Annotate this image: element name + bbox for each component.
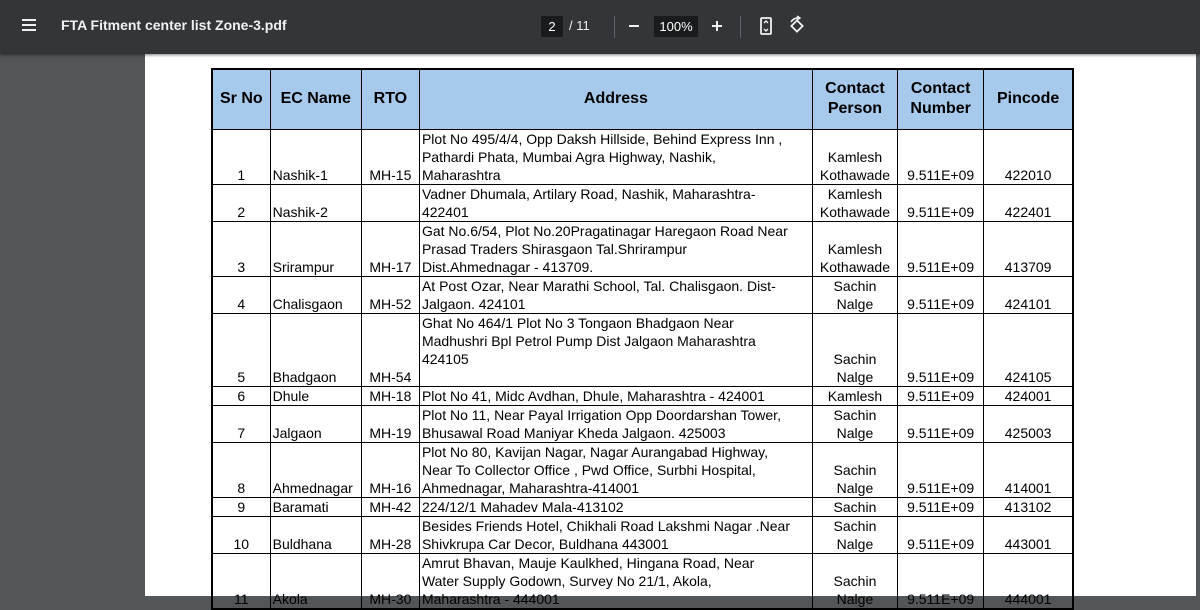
cell-pincode: 414001	[984, 442, 1073, 497]
cell-ec-name: Nashik-2	[270, 184, 361, 221]
cell-rto: MH-42	[361, 497, 419, 516]
minus-icon	[621, 13, 647, 39]
menu-icon[interactable]	[20, 17, 38, 35]
cell-address: Ghat No 464/1 Plot No 3 Tongaon Bhadgaon Near Madhushri Bpl Petrol Pump Dist Jalgaon Maharashtra 424105	[419, 313, 812, 386]
cell-sr-no: 5	[212, 313, 270, 386]
cell-pincode: 413102	[984, 497, 1073, 516]
table-row	[212, 516, 1073, 553]
cell-pincode: 424105	[984, 313, 1073, 386]
table-header-row	[212, 69, 1073, 129]
cell-sr-no: 1	[212, 129, 270, 184]
table-row	[212, 386, 1073, 405]
cell-contact-person: Sachin Nalge	[812, 442, 897, 497]
header-rto: RTO	[361, 69, 419, 129]
pdf-page	[145, 54, 1196, 607]
cell-ec-name: Nashik-1	[270, 129, 361, 184]
cell-contact-person: Sachin Nalge	[812, 313, 897, 386]
cell-contact-person: Kamlesh	[812, 386, 897, 405]
table-row	[212, 221, 1073, 276]
cell-rto: MH-18	[361, 386, 419, 405]
cell-contact-number: 9.511E+09	[898, 129, 984, 184]
cell-contact-number: 9.511E+09	[898, 221, 984, 276]
cell-contact-person: Sachin Nalge	[812, 276, 897, 313]
cell-pincode: 425003	[984, 405, 1073, 442]
cell-ec-name: Dhule	[270, 386, 361, 405]
pdf-toolbar	[0, 0, 1200, 54]
cell-address: Plot No 41, Midc Avdhan, Dhule, Maharashtra - 424001	[419, 386, 812, 405]
cell-ec-name: Baramati	[270, 497, 361, 516]
toolbar-divider	[740, 16, 741, 38]
cell-contact-person: Sachin Nalge	[812, 516, 897, 553]
page-number-input[interactable]: 2	[541, 16, 563, 37]
cell-contact-number: 9.511E+09	[898, 184, 984, 221]
table-row	[212, 442, 1073, 497]
cell-sr-no: 7	[212, 405, 270, 442]
cell-ec-name: Akola	[270, 553, 361, 609]
cell-sr-no: 2	[212, 184, 270, 221]
cell-sr-no: 8	[212, 442, 270, 497]
cell-sr-no: 9	[212, 497, 270, 516]
header-ec-name: EC Name	[270, 69, 361, 129]
cell-contact-number: 9.511E+09	[898, 497, 984, 516]
cell-pincode: 422401	[984, 184, 1073, 221]
cell-contact-number: 9.511E+09	[898, 386, 984, 405]
cell-address: Plot No 495/4/4, Opp Daksh Hillside, Behind Express Inn , Pathardi Phata, Mumbai Agra Highway, Nashik, Maharashtra	[419, 129, 812, 184]
cell-contact-number: 9.511E+09	[898, 313, 984, 386]
header-pincode: Pincode	[984, 69, 1073, 129]
cell-sr-no: 11	[212, 553, 270, 609]
header-address: Address	[419, 69, 812, 129]
table-row	[212, 184, 1073, 221]
cell-address: Plot No 11, Near Payal Irrigation Opp Doordarshan Tower, Bhusawal Road Maniyar Kheda Jalgaon. 425003	[419, 405, 812, 442]
header-contact-person: Contact Person	[812, 69, 897, 129]
cell-address: Besides Friends Hotel, Chikhali Road Lakshmi Nagar .Near Shivkrupa Car Decor, Buldhana 443001	[419, 516, 812, 553]
cell-ec-name: Bhadgaon	[270, 313, 361, 386]
cell-rto: MH-15	[361, 129, 419, 184]
cell-address: Plot No 80, Kavijan Nagar, Nagar Aurangabad Highway, Near To Collector Office , Pwd Office, Surbhi Hospital, Ahmednagar, Maharashtra-414001	[419, 442, 812, 497]
cell-rto: MH-30	[361, 553, 419, 609]
cell-rto: MH-17	[361, 221, 419, 276]
cell-contact-number: 9.511E+09	[898, 516, 984, 553]
cell-contact-number: 9.511E+09	[898, 405, 984, 442]
cell-rto: MH-28	[361, 516, 419, 553]
cell-contact-person: Sachin Nalge	[812, 405, 897, 442]
cell-rto: MH-16	[361, 442, 419, 497]
cell-address: At Post Ozar, Near Marathi School, Tal. Chalisgaon. Dist- Jalgaon. 424101	[419, 276, 812, 313]
cell-contact-person: Sachin Nalge	[812, 553, 897, 609]
cell-address: Vadner Dhumala, Artilary Road, Nashik, Maharashtra- 422401	[419, 184, 812, 221]
rotate-button[interactable]	[784, 13, 810, 39]
cell-rto	[361, 184, 419, 221]
cell-contact-number: 9.511E+09	[898, 553, 984, 609]
cell-contact-person: Kamlesh Kothawade	[812, 184, 897, 221]
plus-icon	[704, 13, 730, 39]
cell-pincode: 444001	[984, 553, 1073, 609]
cell-ec-name: Srirampur	[270, 221, 361, 276]
page-total: / 11	[569, 18, 590, 33]
cell-sr-no: 6	[212, 386, 270, 405]
cell-pincode: 443001	[984, 516, 1073, 553]
cell-pincode: 422010	[984, 129, 1073, 184]
cell-address: 224/12/1 Mahadev Mala-413102	[419, 497, 812, 516]
cell-pincode: 424001	[984, 386, 1073, 405]
cell-pincode: 424101	[984, 276, 1073, 313]
cell-contact-person: Kamlesh Kothawade	[812, 221, 897, 276]
rotate-icon	[784, 13, 810, 39]
table-row	[212, 553, 1073, 609]
table-row	[212, 313, 1073, 386]
header-sr-no: Sr No	[212, 69, 270, 129]
fit-page-icon	[753, 13, 779, 39]
cell-sr-no: 3	[212, 221, 270, 276]
cell-ec-name: Buldhana	[270, 516, 361, 553]
fit-to-page-button[interactable]	[753, 13, 779, 39]
zoom-level-input[interactable]: 100%	[654, 16, 698, 37]
fitment-center-table	[211, 68, 1074, 610]
pdf-viewer[interactable]	[0, 54, 1200, 607]
table-row	[212, 276, 1073, 313]
cell-pincode: 413709	[984, 221, 1073, 276]
zoom-in-button[interactable]	[704, 13, 730, 39]
cell-contact-person: Sachin	[812, 497, 897, 516]
toolbar-divider	[614, 16, 615, 38]
cell-contact-number: 9.511E+09	[898, 442, 984, 497]
document-title: FTA Fitment center list Zone-3.pdf	[61, 17, 287, 33]
table-row	[212, 497, 1073, 516]
table-row	[212, 129, 1073, 184]
table-row	[212, 405, 1073, 442]
cell-contact-person: Kamlesh Kothawade	[812, 129, 897, 184]
cell-address: Amrut Bhavan, Mauje Kaulkhed, Hingana Road, Near Water Supply Godown, Survey No 21/1, Akola, Maharashtra - 444001	[419, 553, 812, 609]
cell-ec-name: Ahmednagar	[270, 442, 361, 497]
cell-sr-no: 10	[212, 516, 270, 553]
cell-rto: MH-54	[361, 313, 419, 386]
header-contact-number: Contact Number	[898, 69, 984, 129]
cell-ec-name: Jalgaon	[270, 405, 361, 442]
zoom-out-button[interactable]	[621, 13, 647, 39]
cell-rto: MH-19	[361, 405, 419, 442]
cell-sr-no: 4	[212, 276, 270, 313]
cell-ec-name: Chalisgaon	[270, 276, 361, 313]
cell-rto: MH-52	[361, 276, 419, 313]
cell-contact-number: 9.511E+09	[898, 276, 984, 313]
cell-address: Gat No.6/54, Plot No.20Pragatinagar Haregaon Road Near Prasad Traders Shirasgaon Tal.Shrirampur Dist.Ahmednagar - 413709.	[419, 221, 812, 276]
